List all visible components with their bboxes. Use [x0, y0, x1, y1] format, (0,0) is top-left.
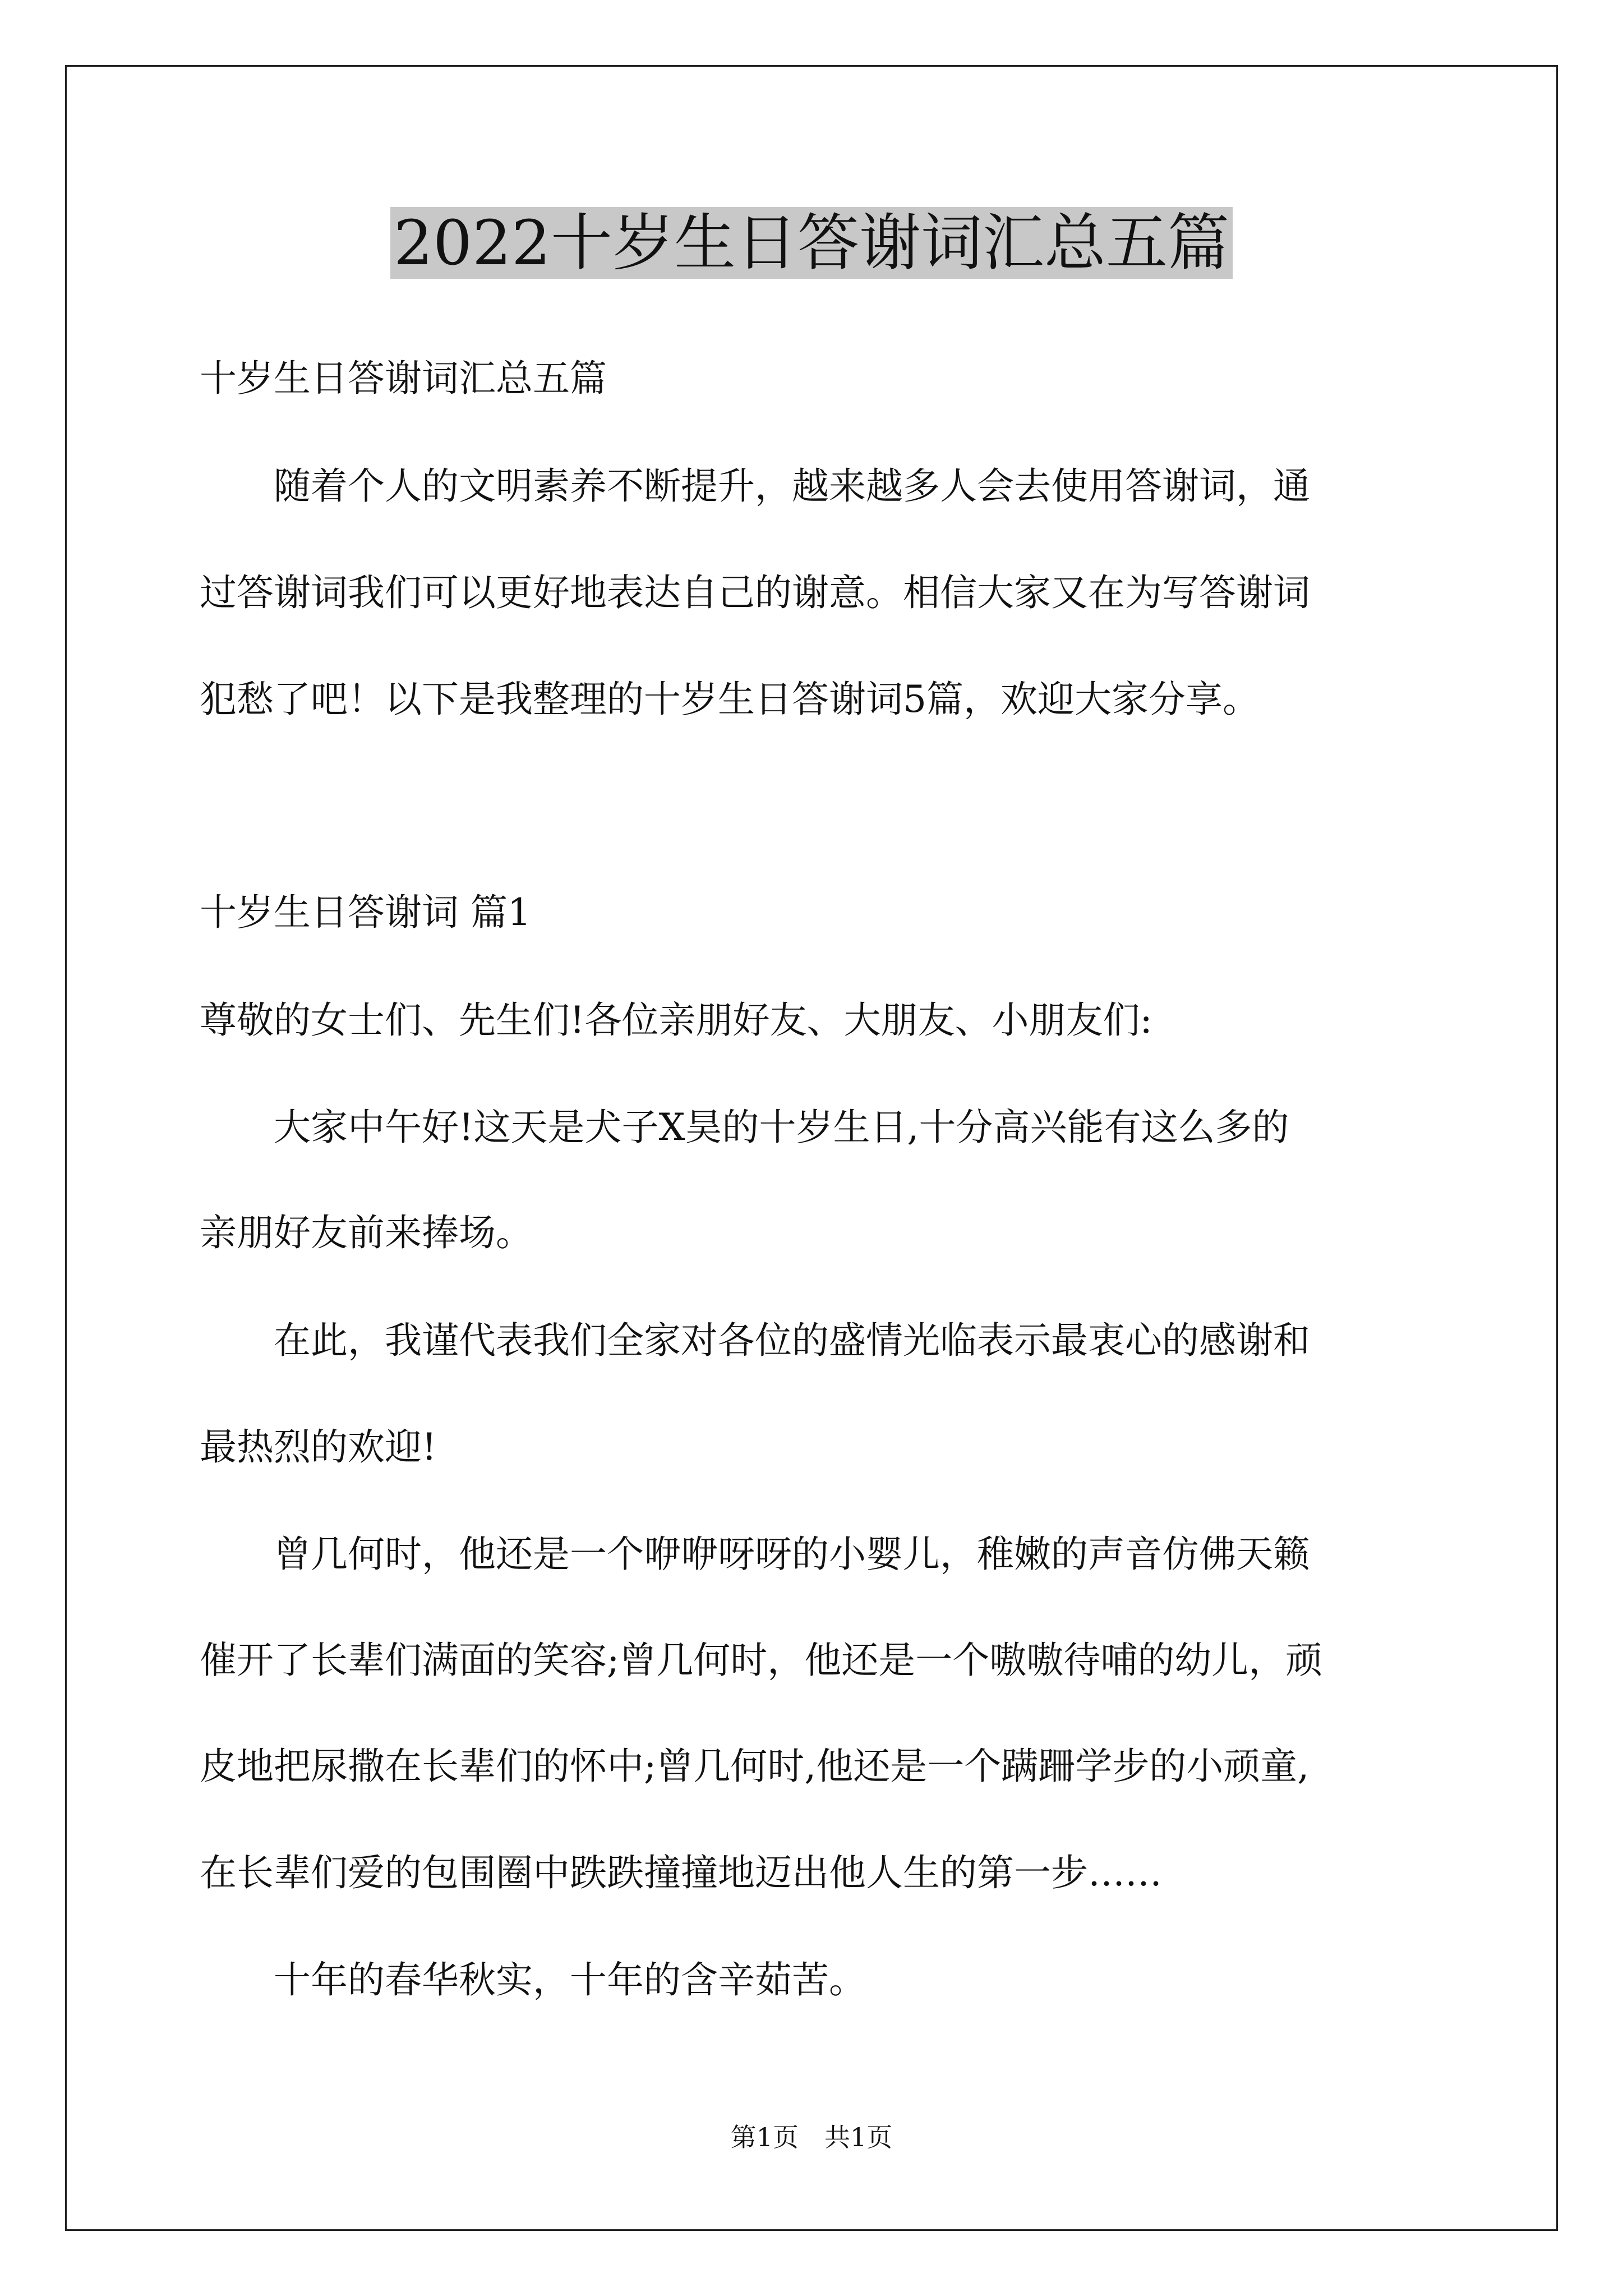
- paragraph-3-line-2: 催开了长辈们满面的笑容;曾几何时，他还是一个嗷嗷待哺的幼儿，顽: [200, 1639, 1323, 1682]
- paragraph-3-line-4: 在长辈们爱的包围圈中跌跌撞撞地迈出他人生的第一步……: [200, 1851, 1162, 1894]
- section-1-heading: 十岁生日答谢词 篇1: [200, 891, 531, 934]
- paragraph-3-line-3: 皮地把尿撒在长辈们的怀中;曾几何时,他还是一个蹒跚学步的小顽童,: [200, 1745, 1310, 1788]
- paragraph-4-line-1: 十年的春华秋实，十年的含辛茹苦。: [200, 1958, 866, 2001]
- section-1-greeting: 尊敬的女士们、先生们!各位亲朋好友、大朋友、小朋友们:: [200, 999, 1152, 1042]
- paragraph-2-line-2: 最热烈的欢迎!: [200, 1425, 437, 1469]
- subtitle: 十岁生日答谢词汇总五篇: [200, 357, 607, 400]
- page-footer: 第1页 共1页: [730, 2122, 893, 2152]
- paragraph-1-line-2: 亲朋好友前来捧场。: [200, 1211, 533, 1254]
- paragraph-3-line-1: 曾几何时，他还是一个咿咿呀呀的小婴儿，稚嫩的声音仿佛天籁: [200, 1533, 1310, 1576]
- document-title: [0, 201, 1623, 285]
- document-title-text: 2022十岁生日答谢词汇总五篇: [390, 207, 1233, 279]
- paragraph-1-line-1: 大家中午好!这天是犬子X昊的十岁生日,十分高兴能有这么多的: [200, 1106, 1289, 1149]
- paragraph-2-line-1: 在此，我谨代表我们全家对各位的盛情光临表示最衷心的感谢和: [200, 1319, 1310, 1362]
- intro-line-1: 随着个人的文明素养不断提升，越来越多人会去使用答谢词，通: [200, 464, 1310, 508]
- intro-line-2: 过答谢词我们可以更好地表达自己的谢意。相信大家又在为写答谢词: [200, 571, 1310, 614]
- intro-line-3: 犯愁了吧！以下是我整理的十岁生日答谢词5篇，欢迎大家分享。: [200, 678, 1260, 721]
